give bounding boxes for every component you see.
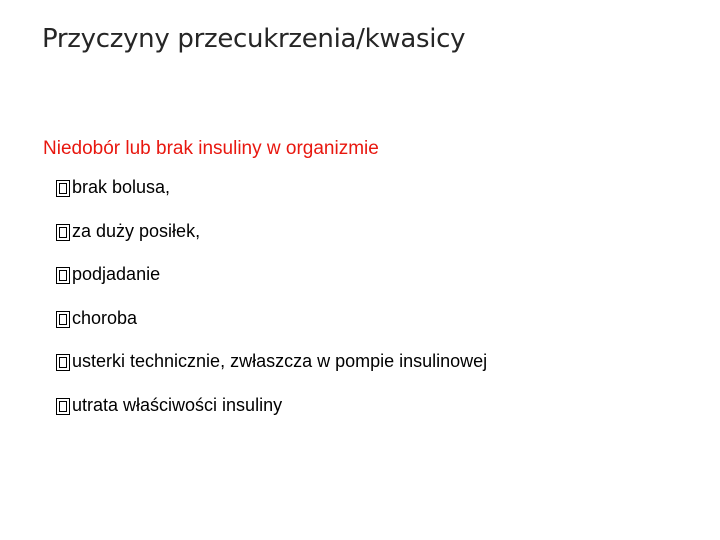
missing-glyph-icon bbox=[56, 267, 70, 284]
list-item bbox=[56, 221, 487, 265]
missing-glyph-icon bbox=[56, 224, 70, 241]
list-item bbox=[56, 264, 487, 308]
list-item bbox=[56, 395, 487, 439]
list-item bbox=[56, 177, 487, 221]
missing-glyph-icon bbox=[56, 398, 70, 415]
list-item bbox=[56, 308, 487, 352]
list-item-label: usterki technicznie, zwłaszcza w pompie insulinowej bbox=[72, 351, 488, 372]
missing-glyph-icon bbox=[56, 354, 70, 371]
missing-glyph-icon bbox=[56, 311, 70, 328]
list-item-label: choroba bbox=[72, 307, 138, 328]
list-item-label: podjadanie bbox=[72, 264, 161, 285]
list-item-label: za duży posiłek, bbox=[72, 220, 201, 241]
section-heading: Niedobór lub brak insuliny w organizmie bbox=[43, 138, 379, 159]
bullet-list bbox=[56, 177, 487, 439]
missing-glyph-icon bbox=[56, 180, 70, 197]
list-item-label: brak bolusa, bbox=[72, 177, 171, 197]
slide-title: Przyczyny przecukrzenia/kwasicy bbox=[42, 24, 466, 54]
list-item-label: utrata właściwości insuliny bbox=[72, 394, 283, 415]
list-item bbox=[56, 351, 487, 395]
